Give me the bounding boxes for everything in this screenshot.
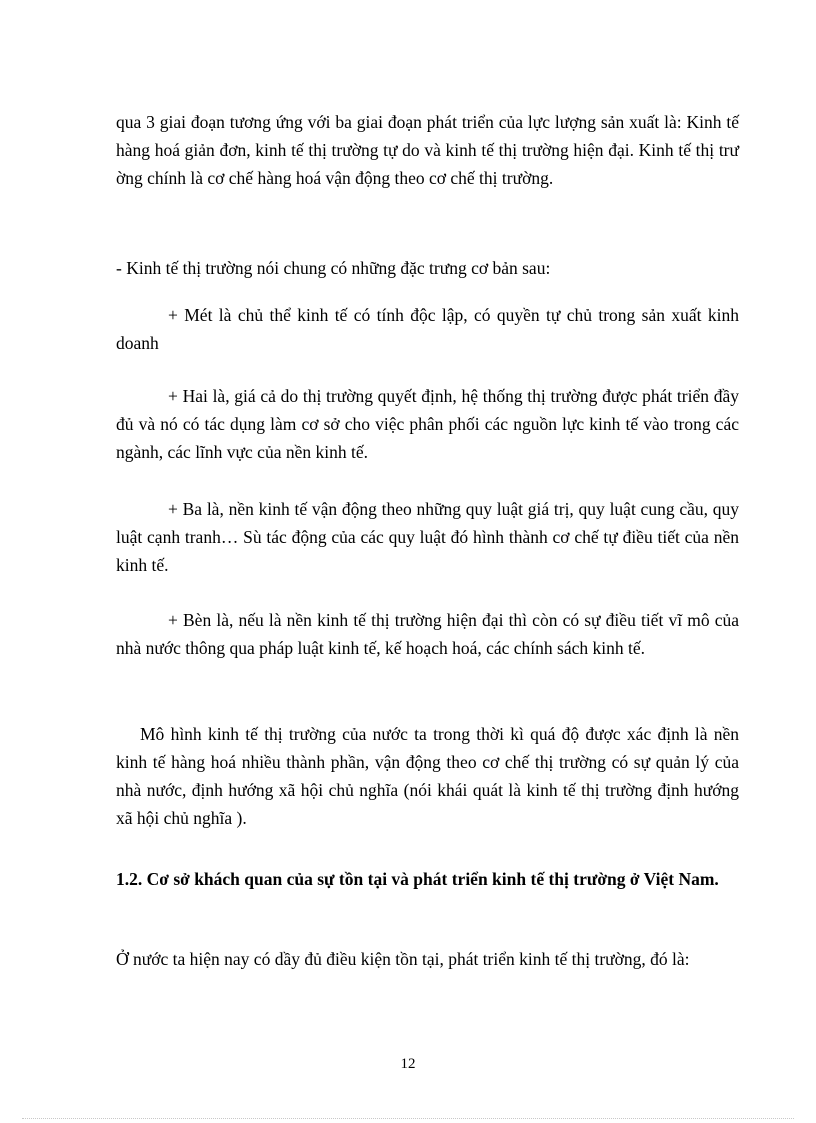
- footer-divider: [22, 1118, 794, 1119]
- paragraph-bullet-4: + Bèn là, nếu là nền kinh tế thị trường hiện đại thì còn có sự điều tiết vĩ mô của nhà nước thông qua pháp luật kinh tế, kế hoạch hoá, các chính sách kinh tế.: [116, 610, 739, 658]
- section-heading: 1.2. Cơ sở khách quan của sự tồn tại và phát triển kinh tế thị trường ở Việt Nam.: [116, 869, 719, 889]
- paragraph-features-intro: - Kinh tế thị trường nói chung có những đặc trưng cơ bản sau:: [116, 258, 551, 278]
- paragraph-base: Ở nước ta hiện nay có dầy đủ điều kiện tồn tại, phát triển kinh tế thị trường, đó là:: [116, 949, 690, 969]
- paragraph-bullet-2: + Hai là, giá cả do thị trường quyết định, hệ thống thị trường được phát triển đầy đủ và nó có tác dụng làm cơ sở cho việc phân phối các nguồn lực kinh tế vào trong các ngành, các lĩnh vực của nền kinh tế.: [116, 386, 739, 462]
- page-number: 12: [400, 1056, 416, 1072]
- paragraph-bullet-1: + Mét là chủ thể kinh tế có tính độc lập, có quyền tự chủ trong sản xuất kinh doanh: [116, 305, 739, 353]
- paragraph-model: Mô hình kinh tế thị trường của nước ta trong thời kì quá độ được xác định là nền kinh tế hàng hoá nhiều thành phần, vận động theo cơ chế thị trường có sự quản lý của nhà nước, định hướng xã hội chủ nghĩa (nói khái quát là kinh tế thị trường định hướng xã hội chủ nghĩa ).: [116, 724, 739, 828]
- paragraph-bullet-3: + Ba là, nền kinh tế vận động theo những quy luật giá trị, quy luật cung cầu, quy luật cạnh tranh… Sù tác động của các quy luật đó hình thành cơ chế tự điều tiết của nền kinh tế.: [116, 499, 739, 575]
- paragraph-intro: qua 3 giai đoạn tương ứng với ba giai đoạn phát triển của lực lượng sản xuất là: Kinh tế hàng hoá giản đơn, kinh tế thị trường tự do và kinh tế thị trường hiện đại. Kinh tế thị trư ờng chính là cơ chế hàng hoá vận động theo cơ chế thị trường.: [116, 112, 739, 188]
